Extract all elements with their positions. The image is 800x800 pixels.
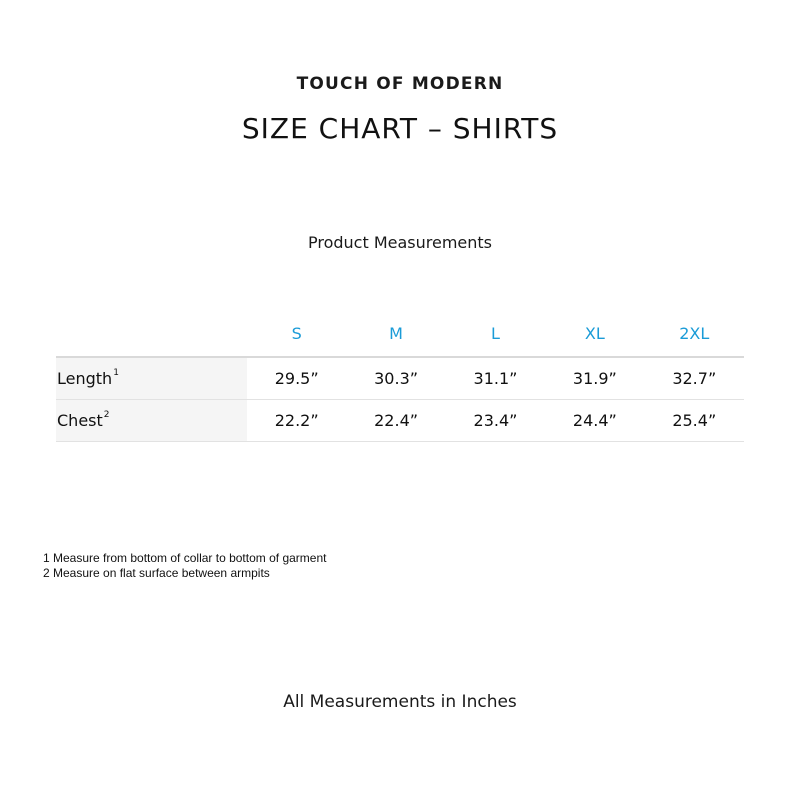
footnote-marker: 2 bbox=[103, 410, 110, 420]
footnote-1: 1 Measure from bottom of collar to bottom of garment bbox=[43, 551, 327, 565]
row-label-text: Chest bbox=[57, 411, 103, 430]
table-cell: 31.1” bbox=[446, 357, 545, 400]
footnotes bbox=[43, 551, 326, 581]
row-label-length bbox=[56, 357, 247, 400]
size-chart-table bbox=[56, 310, 744, 442]
table-cell: 30.3” bbox=[346, 357, 445, 400]
page-title: SIZE CHART – SHIRTS bbox=[241, 112, 559, 145]
brand-logo: TOUCH OF MODERN bbox=[296, 74, 504, 94]
section-subtitle: Product Measurements bbox=[307, 233, 492, 252]
table-cell: 22.4” bbox=[346, 400, 445, 442]
size-header-row bbox=[56, 310, 744, 357]
size-header-xl: XL bbox=[545, 310, 644, 357]
size-header-m: M bbox=[346, 310, 445, 357]
corner-cell bbox=[56, 310, 247, 357]
table-cell: 23.4” bbox=[446, 400, 545, 442]
table-row-length bbox=[56, 357, 744, 400]
table-cell: 32.7” bbox=[645, 357, 744, 400]
size-header-2xl: 2XL bbox=[645, 310, 744, 357]
size-header-s: S bbox=[247, 310, 346, 357]
row-label-text: Length bbox=[57, 369, 113, 388]
size-header-l: L bbox=[446, 310, 545, 357]
table-cell: 25.4” bbox=[645, 400, 744, 442]
table-cell: 31.9” bbox=[545, 357, 644, 400]
table-cell: 24.4” bbox=[545, 400, 644, 442]
row-label-chest bbox=[56, 400, 247, 442]
footnote-2: 2 Measure on flat surface between armpits bbox=[43, 566, 270, 580]
units-note: All Measurements in Inches bbox=[283, 692, 517, 712]
table-cell: 22.2” bbox=[247, 400, 346, 442]
table-cell: 29.5” bbox=[247, 357, 346, 400]
table-row-chest bbox=[56, 400, 744, 442]
footnote-marker: 1 bbox=[113, 368, 119, 378]
